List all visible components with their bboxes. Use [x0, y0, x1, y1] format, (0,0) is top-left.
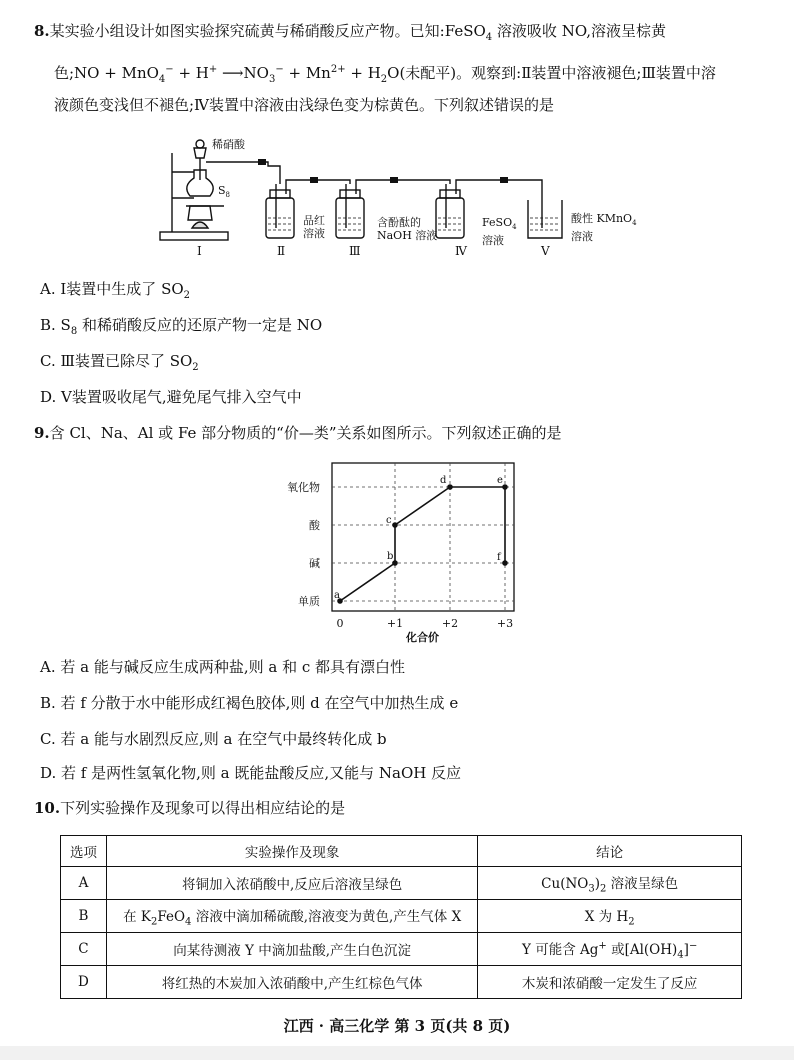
- y-tick-label: 氧化物: [287, 481, 320, 494]
- q9-option-b: B. 若 f 分散于水中能形成红褐色胶体,则 d 在空气中加热生成 e: [40, 694, 459, 712]
- table-row: [61, 900, 742, 933]
- q8-option-b: B. $S_8$ 和稀硝酸反应的还原产物一定是 NO: [40, 316, 323, 337]
- apparatus-label-V: Ⅴ: [541, 244, 550, 258]
- table-header: 实验操作及现象: [106, 836, 477, 867]
- q8-option-a: A. Ⅰ装置中生成了 $SO_2$: [40, 280, 191, 301]
- apparatus-label-III: Ⅲ: [349, 244, 361, 258]
- point-label: c: [386, 515, 392, 526]
- point-label: f: [497, 552, 501, 563]
- q8-line1: 8.某实验小组设计如图实验探究硫黄与稀硝酸反应产物。已知:FeSO$_4$ 溶液吸收 NO,溶液呈棕黄: [34, 22, 667, 43]
- data-point: [447, 484, 453, 490]
- table-row: [61, 966, 742, 999]
- option-cell: D: [61, 966, 107, 999]
- q9-option-c: C. 若 a 能与水剧烈反应,则 a 在空气中最终转化成 b: [40, 730, 387, 748]
- point-label: a: [334, 590, 340, 601]
- apparatus-s8-label: $S_8$: [218, 184, 231, 200]
- q10-table: [60, 835, 742, 999]
- operation-cell: 将红热的木炭加入浓硝酸中,产生红棕色气体: [106, 966, 477, 999]
- q10-stem: 10.下列实验操作及现象可以得出相应结论的是: [34, 799, 346, 817]
- point-label: e: [497, 475, 503, 486]
- table-header: 结论: [478, 836, 742, 867]
- q8-option-c: C. Ⅲ装置已除尽了 $SO_2$: [40, 352, 199, 373]
- conclusion-cell: $Cu(NO_3)_2$ 溶液呈绿色: [478, 867, 742, 900]
- data-point: [392, 522, 398, 528]
- data-point: [502, 560, 508, 566]
- apparatus-III-reagent: 含酚酞的 NaOH 溶液: [377, 216, 438, 242]
- apparatus-IV-reagent: FeSO$_4$ 溶液: [482, 216, 517, 248]
- q9-stem: 9.含 Cl、Na、Al 或 Fe 部分物质的“价—类”关系如图所示。下列叙述正确的是: [34, 424, 562, 442]
- apparatus-acid-label: 稀硝酸: [212, 138, 245, 151]
- operation-cell: 向某待测液 Y 中滴加盐酸,产生白色沉淀: [106, 933, 477, 966]
- apparatus-II-reagent: 品红 溶液: [303, 214, 325, 240]
- table-header-row: [61, 836, 742, 867]
- option-cell: B: [61, 900, 107, 933]
- x-tick-label: +1: [386, 617, 404, 630]
- apparatus-label-I: Ⅰ: [197, 244, 202, 258]
- apparatus-label-IV: Ⅳ: [455, 244, 467, 258]
- point-label: d: [440, 475, 447, 486]
- conclusion-cell: Y 可能含 Ag+ 或$[Al(OH)_4]^-$: [478, 933, 742, 966]
- y-tick-label: 碱: [309, 557, 320, 570]
- table-row: [61, 867, 742, 900]
- point-label: b: [387, 551, 394, 562]
- conclusion-cell: X 为 $H_2$: [478, 900, 742, 933]
- apparatus-label-II: Ⅱ: [277, 244, 286, 258]
- table-header: 选项: [61, 836, 107, 867]
- q8-number: 8.: [34, 22, 50, 40]
- q9-option-a: A. 若 a 能与碱反应生成两种盐,则 a 和 c 都具有漂白性: [40, 658, 406, 676]
- plot-frame: [332, 463, 514, 611]
- x-axis-label: 化合价: [406, 631, 439, 644]
- q8-option-d: D. Ⅴ装置吸收尾气,避免尾气排入空气中: [40, 388, 302, 406]
- x-tick-label: +2: [441, 617, 459, 630]
- q9-option-d: D. 若 f 是两性氢氧化物,则 a 既能盐酸反应,又能与 NaOH 反应: [40, 764, 462, 782]
- y-tick-label: 单质: [298, 595, 320, 608]
- conclusion-cell: 木炭和浓硝酸一定发生了反应: [478, 966, 742, 999]
- y-tick-label: 酸: [309, 519, 320, 532]
- option-cell: A: [61, 867, 107, 900]
- q8-line2: 色;NO + MnO$_4$− + H+ $⟶NO_3^- + Mn^{2+} + H_2O$(未配平)。观察到:Ⅱ装置中溶液褪色;Ⅲ装置中溶: [54, 64, 716, 85]
- data-point: [502, 484, 508, 490]
- page-footer: 江西 · 高三化学 第 3 页(共 8 页): [283, 1017, 511, 1035]
- valence-class-chart: [270, 455, 530, 645]
- series-line: [340, 487, 505, 601]
- table-row: [61, 933, 742, 966]
- apparatus-V-reagent: 酸性 KMnO$_4$ 溶液: [571, 212, 637, 244]
- option-cell: C: [61, 933, 107, 966]
- x-tick-label: +3: [496, 617, 514, 630]
- bottom-edge: [0, 1046, 794, 1060]
- operation-cell: 在 $K_2FeO_4$ 溶液中滴加稀硫酸,溶液变为黄色,产生气体 X: [106, 900, 477, 933]
- q8-line3: 液颜色变浅但不褪色;Ⅳ装置中溶液由浅绿色变为棕黄色。下列叙述错误的是: [54, 96, 555, 114]
- operation-cell: 将铜加入浓硝酸中,反应后溶液呈绿色: [106, 867, 477, 900]
- x-tick-label: 0: [336, 617, 344, 630]
